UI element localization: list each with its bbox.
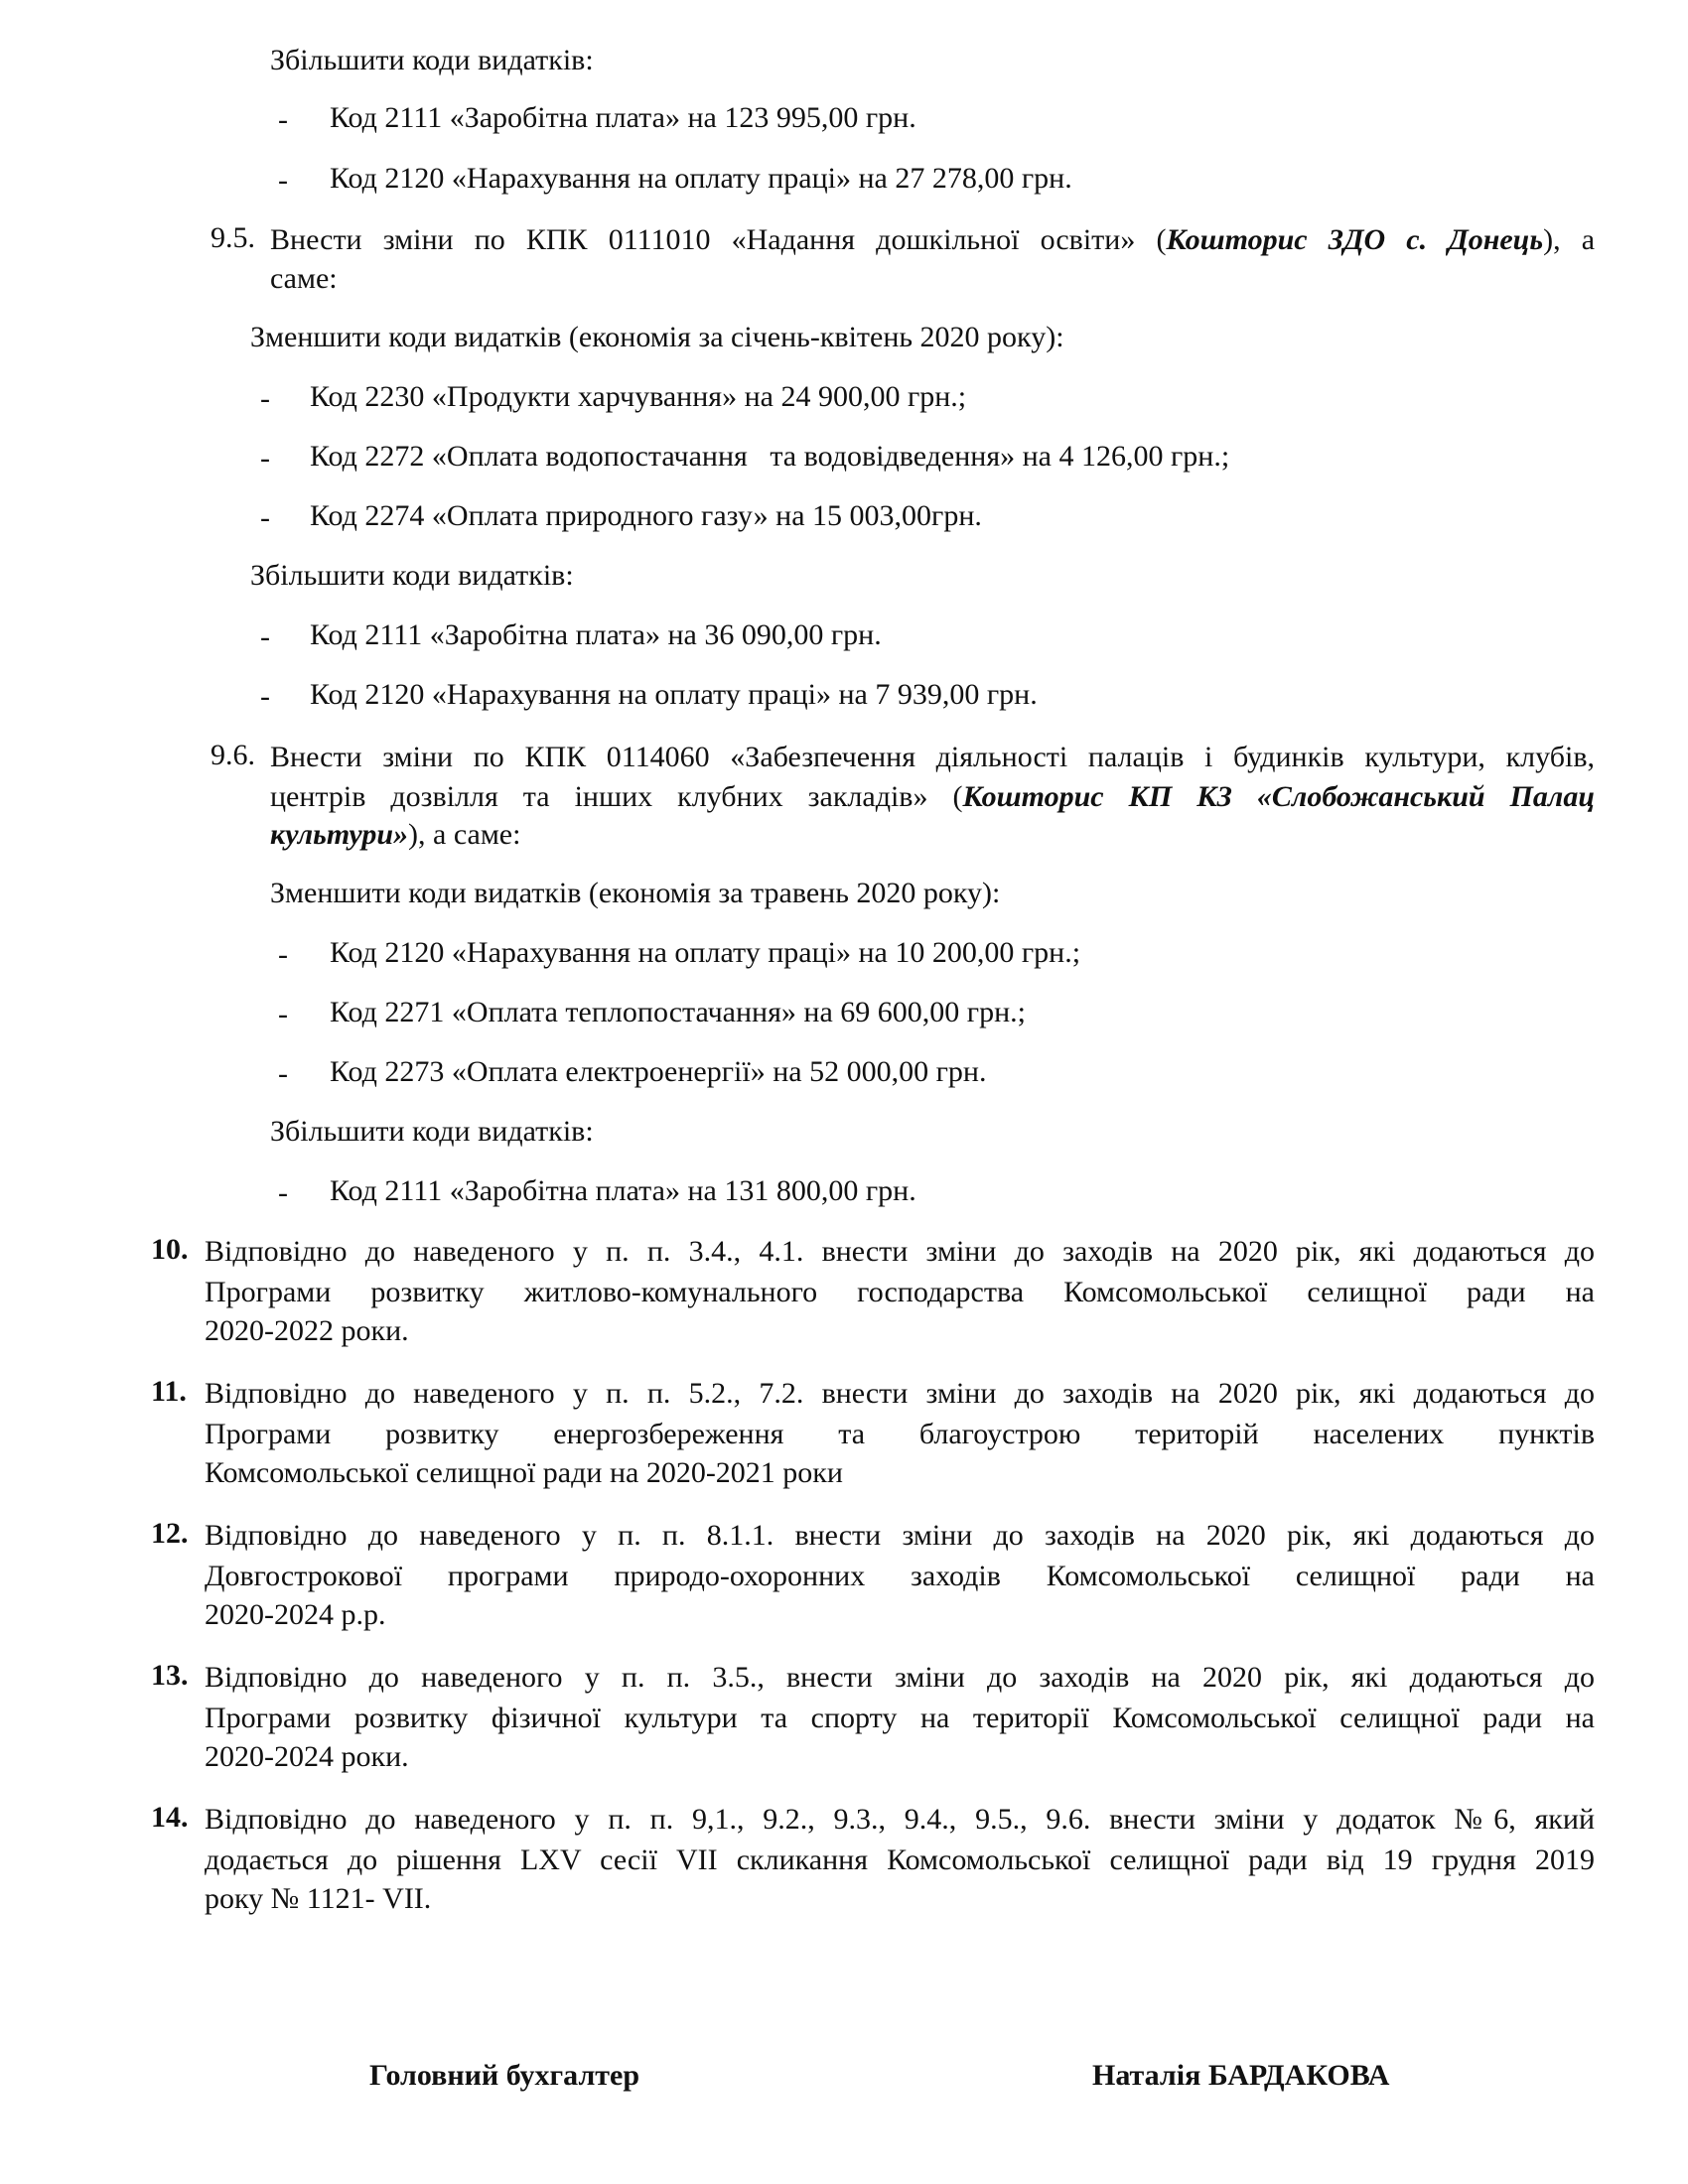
item-9-5-estimate: Кошторис ЗДО с. Донець — [1166, 223, 1544, 256]
list-dash: - — [278, 938, 288, 971]
signature-position: Головний бухгалтер — [369, 2059, 640, 2092]
decrease-heading: Зменшити коди видатків (економія за січень-квітень 2020 року): — [250, 321, 1064, 353]
item-9-5-line1 — [270, 223, 1595, 257]
signature-name: Наталія БАРДАКОВА — [1092, 2059, 1390, 2092]
list-dash: - — [260, 501, 270, 534]
list-item: Код 2272 «Оплата водопостачання та водовідведення» на 4 126,00 грн.; — [310, 440, 1230, 473]
item-number: 11. — [151, 1375, 187, 1408]
decrease-heading: Зменшити коди видатків (економія за травень 2020 року): — [270, 877, 1001, 909]
paragraph-line: 2020-2022 роки. — [205, 1314, 409, 1347]
paragraph-line: Довгострокової програми природо-охоронних заходів Комсомольської селищної ради на — [205, 1560, 1595, 1592]
list-item: Код 2111 «Заробітна плата» на 36 090,00 грн. — [310, 618, 882, 651]
item-9-6-text-tail: ), а саме: — [408, 818, 521, 851]
paragraph-line: 2020-2024 роки. — [205, 1740, 409, 1773]
paragraph-line: року № 1121- VII. — [205, 1882, 432, 1915]
item-9-6-text: центрів дозвілля та інших клубних закладів» ( — [270, 780, 963, 813]
list-dash: - — [278, 1057, 288, 1090]
list-item: Код 2111 «Заробітна плата» на 123 995,00 грн. — [330, 101, 916, 134]
item-9-5-line2: саме: — [270, 262, 338, 295]
list-item: Код 2120 «Нарахування на оплату праці» на 10 200,00 грн.; — [330, 936, 1081, 969]
list-dash: - — [278, 998, 288, 1030]
item-number: 10. — [151, 1233, 189, 1266]
paragraph-line: Комсомольської селищної ради на 2020-2021 роки — [205, 1456, 843, 1489]
paragraph-line: Відповідно до наведеного у п. п. 3.5., внести зміни до заходів на 2020 рік, які додаються до — [205, 1661, 1595, 1694]
paragraph-line: додається до рішення LXV сесії VII скликання Комсомольської селищної ради від 19 грудня 2019 — [205, 1843, 1595, 1876]
paragraph-line: 2020-2024 р.р. — [205, 1598, 386, 1631]
increase-heading: Збільшити коди видатків: — [270, 1115, 594, 1148]
paragraph-line: Програми розвитку житлово-комунального господарства Комсомольської селищної ради на — [205, 1276, 1595, 1308]
item-9-6-line1: Внести зміни по КПК 0114060 «Забезпечення діяльності палаців і будинків культури, клубів, — [270, 741, 1595, 773]
item-9-5-text: Внести зміни по КПК 0111010 «Надання дошкільної освіти» ( — [270, 223, 1167, 256]
item-number: 9.6. — [211, 739, 255, 771]
list-item: Код 2120 «Нарахування на оплату праці» на 7 939,00 грн. — [310, 678, 1038, 711]
item-number: 9.5. — [211, 221, 255, 254]
paragraph-line: Відповідно до наведеного у п. п. 9,1., 9.2., 9.3., 9.4., 9.5., 9.6. внести зміни у додаток №6, який — [205, 1803, 1595, 1836]
item-9-5-text-tail: ), а — [1543, 223, 1596, 256]
paragraph-line: Відповідно до наведеного у п. п. 8.1.1. внести зміни до заходів на 2020 рік, які додаються до — [205, 1519, 1595, 1552]
item-9-6-line3 — [270, 820, 520, 850]
list-dash: - — [260, 442, 270, 475]
item-number: 13. — [151, 1659, 189, 1692]
increase-heading: Збільшити коди видатків: — [270, 44, 594, 76]
list-dash: - — [278, 164, 288, 197]
increase-heading: Збільшити коди видатків: — [250, 559, 574, 592]
list-dash: - — [278, 103, 288, 136]
paragraph-line: Відповідно до наведеного у п. п. 3.4., 4.1. внести зміни до заходів на 2020 рік, які додаються до — [205, 1235, 1595, 1268]
list-dash: - — [260, 382, 270, 415]
item-9-6-estimate-tail: культури» — [270, 818, 409, 851]
list-item: Код 2271 «Оплата теплопостачання» на 69 600,00 грн.; — [330, 996, 1026, 1028]
list-item: Код 2230 «Продукти харчування» на 24 900,00 грн.; — [310, 380, 967, 413]
list-dash: - — [260, 620, 270, 653]
item-9-6-estimate: Кошторис КП КЗ «Слобожанський Палац — [962, 780, 1596, 813]
paragraph-line: Програми розвитку енергозбереження та благоустрою територій населених пунктів — [205, 1418, 1595, 1450]
item-9-6-line2 — [270, 780, 1595, 814]
list-item: Код 2111 «Заробітна плата» на 131 800,00 грн. — [330, 1174, 916, 1207]
list-item: Код 2274 «Оплата природного газу» на 15 003,00грн. — [310, 499, 982, 532]
list-dash: - — [260, 680, 270, 713]
item-number: 14. — [151, 1801, 189, 1834]
list-item: Код 2273 «Оплата електроенергії» на 52 000,00 грн. — [330, 1055, 987, 1088]
list-dash: - — [278, 1176, 288, 1209]
paragraph-line: Відповідно до наведеного у п. п. 5.2., 7.2. внести зміни до заходів на 2020 рік, які додаються до — [205, 1377, 1595, 1410]
item-number: 12. — [151, 1517, 189, 1550]
paragraph-line: Програми розвитку фізичної культури та спорту на території Комсомольської селищної ради на — [205, 1702, 1595, 1734]
list-item: Код 2120 «Нарахування на оплату праці» на 27 278,00 грн. — [330, 162, 1072, 195]
